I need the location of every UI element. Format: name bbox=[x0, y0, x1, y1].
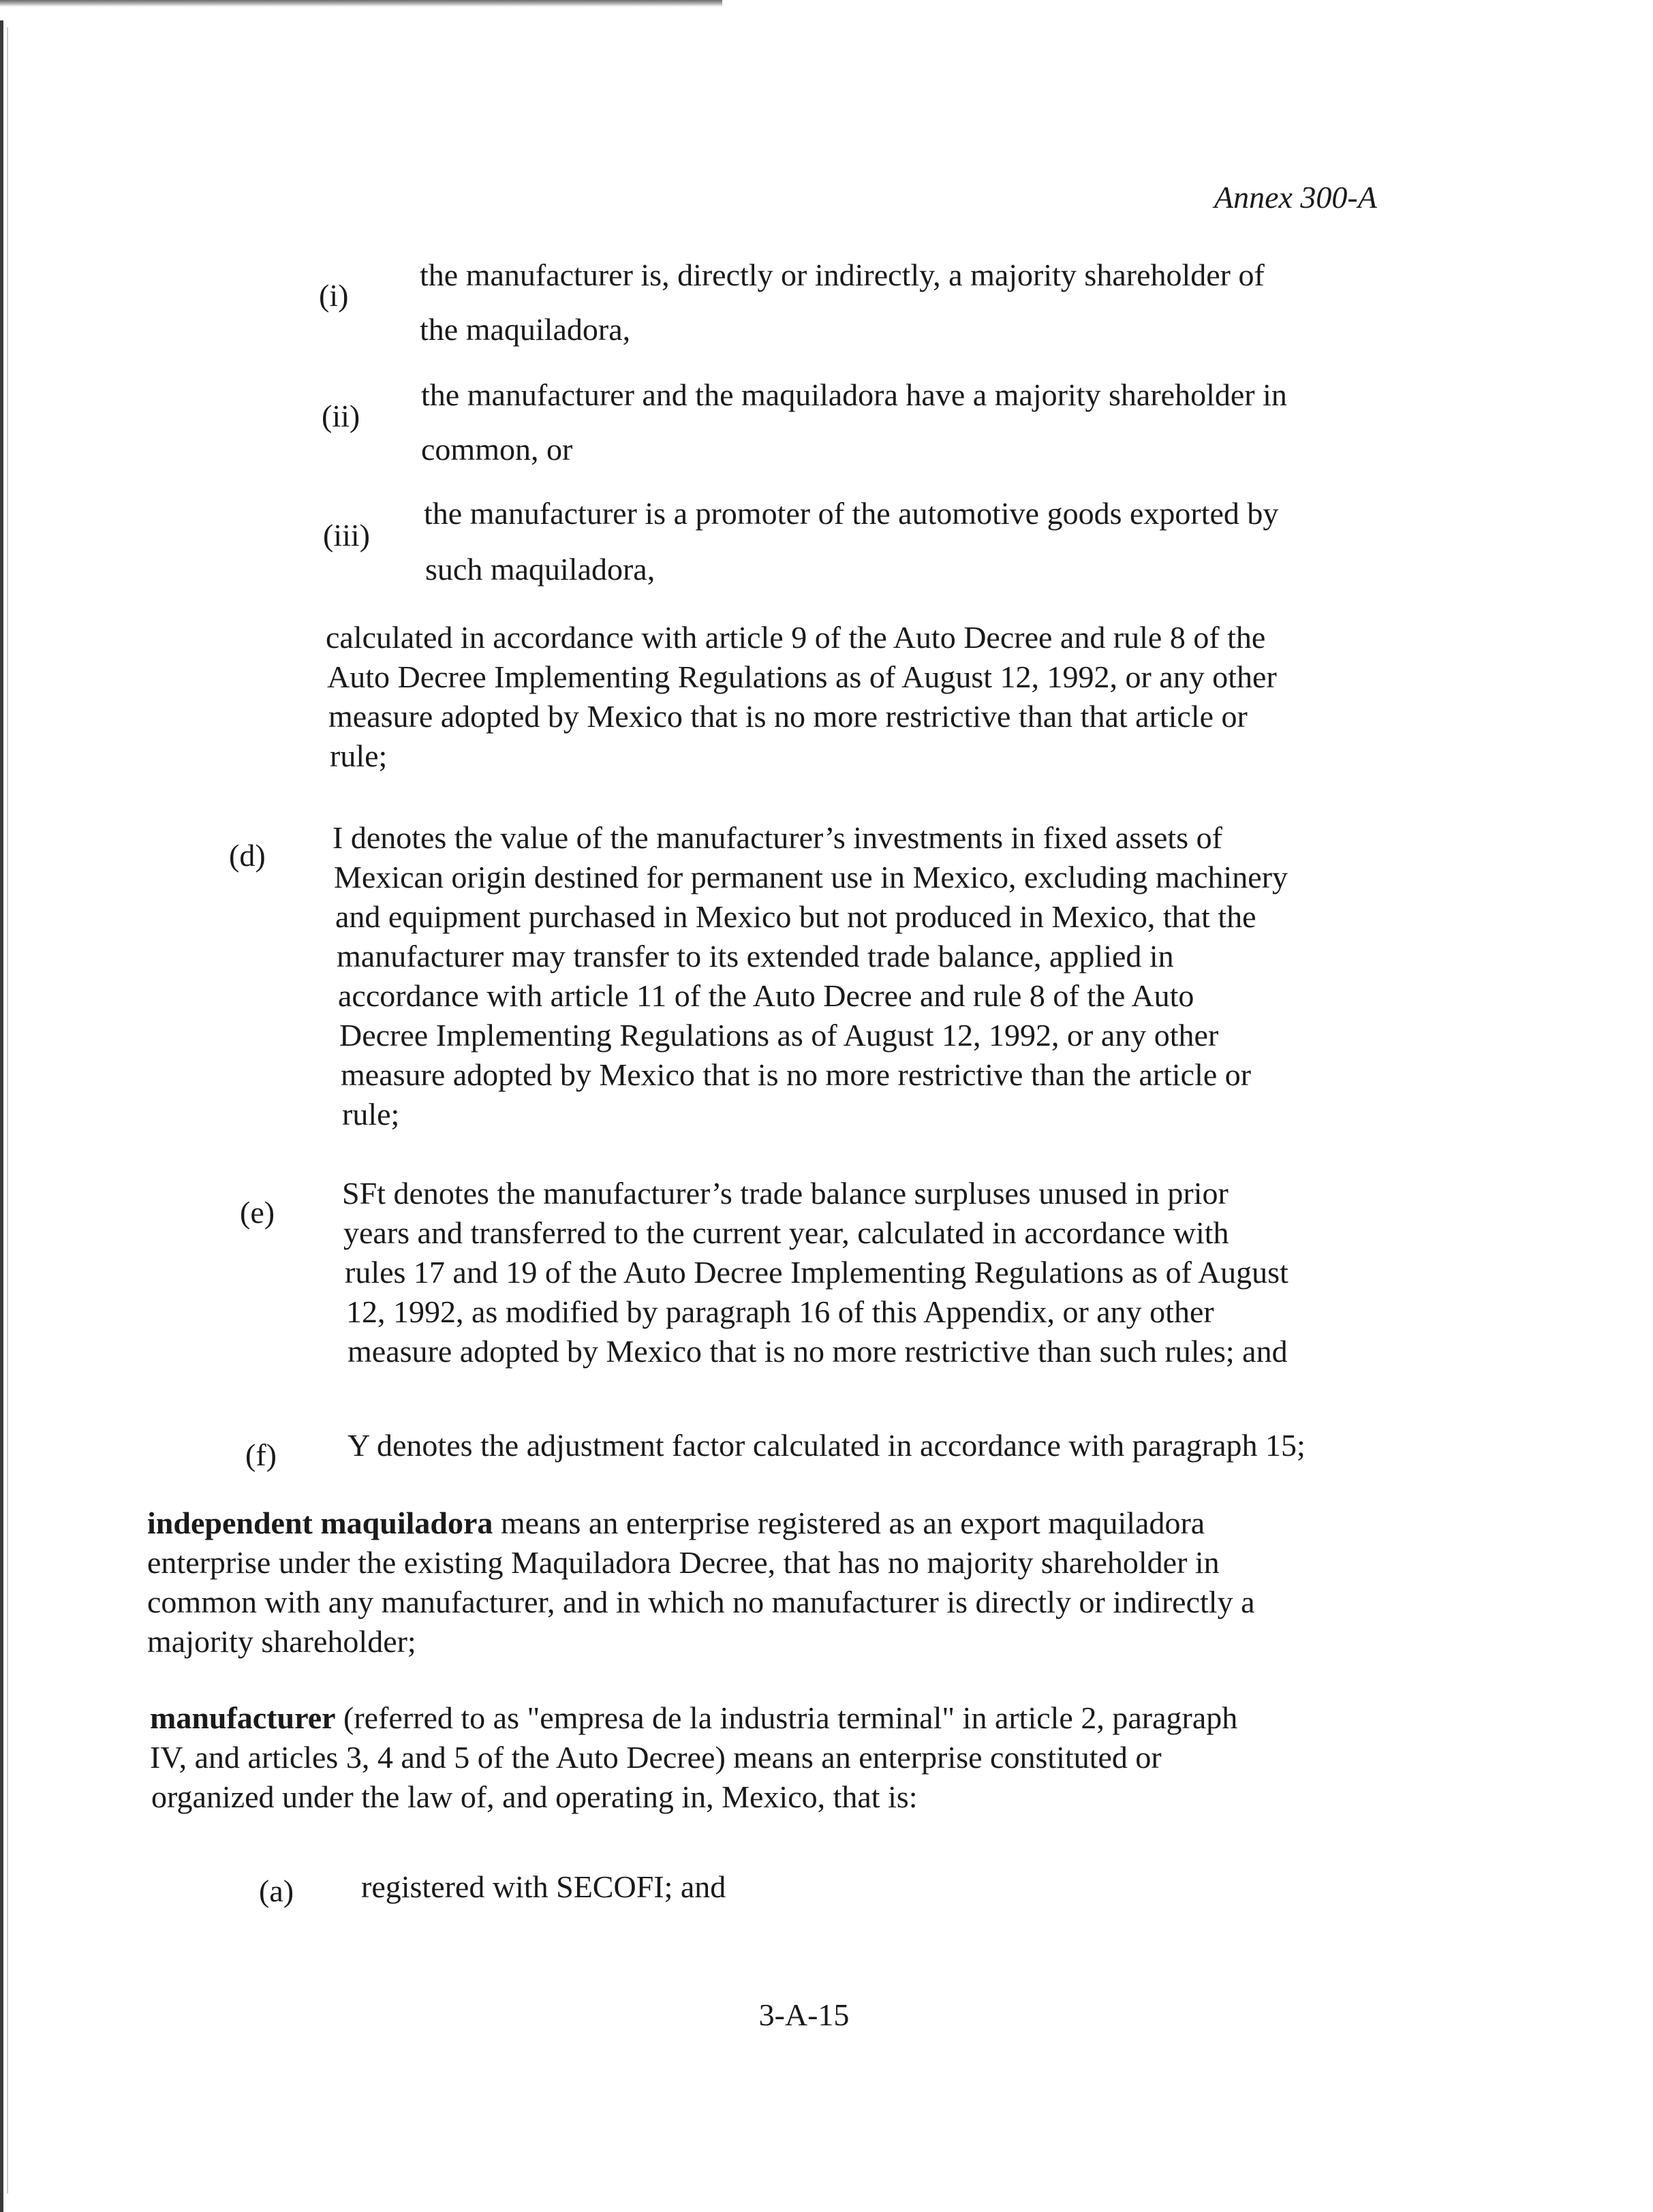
item-iii-line-2: such maquiladora, bbox=[425, 552, 655, 587]
def-independent-line-2: enterprise under the existing Maquiladora Decree, that has no majority shareholder in bbox=[147, 1545, 1220, 1580]
item-d-label: (d) bbox=[229, 838, 266, 873]
sub-item-a-label: (a) bbox=[259, 1873, 294, 1908]
calculated-line-4: rule; bbox=[330, 738, 388, 773]
item-i-label: (i) bbox=[319, 278, 349, 313]
item-d-line-3: and equipment purchased in Mexico but not produced in Mexico, that the bbox=[335, 899, 1256, 934]
item-e-label: (e) bbox=[240, 1195, 275, 1230]
def-independent-first-line bbox=[147, 1504, 1205, 1542]
def-manufacturer-first-line bbox=[150, 1699, 1237, 1737]
item-d-line-7: measure adopted by Mexico that is no more restrictive than the article or bbox=[341, 1057, 1252, 1092]
item-e-line-3: rules 17 and 19 of the Auto Decree Implementing Regulations as of August bbox=[345, 1255, 1288, 1290]
item-d-line-2: Mexican origin destined for permanent use in Mexico, excluding machinery bbox=[334, 860, 1288, 894]
item-e-line-2: years and transferred to the current year, calculated in accordance with bbox=[343, 1215, 1229, 1250]
item-d-line-1: I denotes the value of the manufacturer’s investments in fixed assets of bbox=[333, 820, 1222, 855]
item-d-line-5: accordance with article 11 of the Auto Decree and rule 8 of the Auto bbox=[338, 978, 1194, 1013]
item-e-line-4: 12, 1992, as modified by paragraph 16 of this Appendix, or any other bbox=[346, 1294, 1214, 1329]
item-ii-line-2: common, or bbox=[421, 432, 573, 467]
item-d-line-8: rule; bbox=[342, 1097, 400, 1132]
item-i-line-1: the manufacturer is, directly or indirectly, a majority shareholder of bbox=[420, 258, 1265, 292]
item-ii-line-1: the manufacturer and the maquiladora have a majority shareholder in bbox=[421, 377, 1287, 412]
def-independent-line-3: common with any manufacturer, and in which no manufacturer is directly or indirectly a bbox=[147, 1585, 1255, 1619]
item-e-line-1: SFt denotes the manufacturer’s trade balance surpluses unused in prior bbox=[342, 1176, 1229, 1211]
def-manufacturer-line-2: IV, and articles 3, 4 and 5 of the Auto Decree) means an enterprise constituted or bbox=[150, 1740, 1162, 1775]
def-term-manufacturer: manufacturer bbox=[150, 1700, 336, 1735]
item-iii-line-1: the manufacturer is a promoter of the automotive goods exported by bbox=[424, 496, 1279, 531]
def-independent-line-4: majority shareholder; bbox=[147, 1624, 416, 1659]
page-number: 3-A-15 bbox=[758, 1997, 850, 2032]
item-iii-label: (iii) bbox=[323, 518, 370, 552]
def-term-independent-maquiladora: independent maquiladora bbox=[147, 1506, 493, 1540]
calculated-line-2: Auto Decree Implementing Regulations as of August 12, 1992, or any other bbox=[327, 659, 1277, 694]
item-f-label: (f) bbox=[245, 1437, 277, 1472]
item-f-line-1: Y denotes the adjustment factor calculated in accordance with paragraph 15; bbox=[347, 1428, 1306, 1463]
calculated-line-1: calculated in accordance with article 9 of the Auto Decree and rule 8 of the bbox=[326, 620, 1266, 655]
item-d-line-4: manufacturer may transfer to its extended trade balance, applied in bbox=[337, 939, 1174, 973]
calculated-line-3: measure adopted by Mexico that is no more restrictive than that article or bbox=[328, 699, 1248, 734]
sub-item-a-text: registered with SECOFI; and bbox=[361, 1869, 726, 1904]
item-e-line-5: measure adopted by Mexico that is no more restrictive than such rules; and bbox=[347, 1334, 1288, 1369]
def-manufacturer-first-rest: (referred to as "empresa de la industria terminal" in article 2, paragraph bbox=[335, 1700, 1238, 1735]
item-i-line-2: the maquiladora, bbox=[420, 312, 631, 347]
item-ii-label: (ii) bbox=[322, 399, 360, 433]
def-independent-first-rest: means an enterprise registered as an export maquiladora bbox=[493, 1506, 1205, 1540]
def-manufacturer-line-3: organized under the law of, and operating in, Mexico, that is: bbox=[151, 1779, 918, 1814]
item-d-line-6: Decree Implementing Regulations as of August 12, 1992, or any other bbox=[339, 1018, 1219, 1053]
annex-header: Annex 300-A bbox=[1214, 180, 1377, 215]
